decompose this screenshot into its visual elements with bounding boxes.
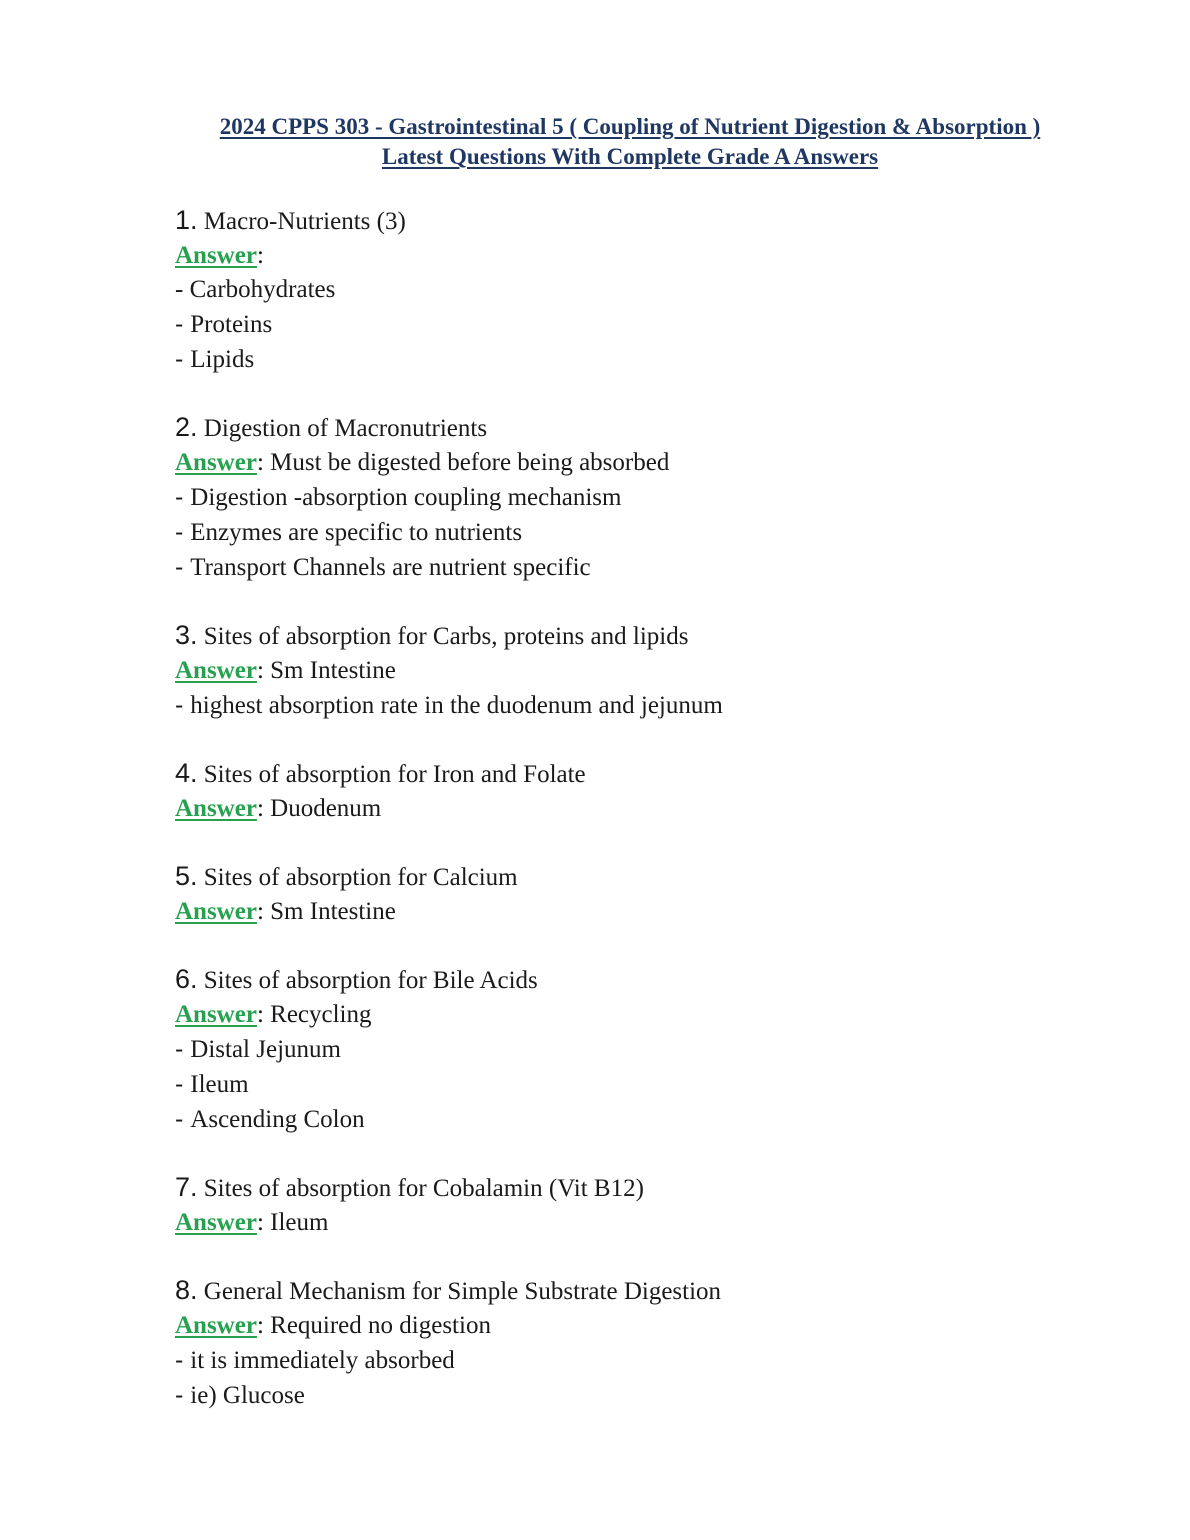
answer-colon: :: [256, 898, 271, 925]
answer-colon: :: [256, 795, 271, 822]
question-line: [175, 1273, 1135, 1309]
answer-colon: :: [256, 1209, 271, 1236]
answer-label: Answer: [175, 898, 257, 925]
document-title: [120, 112, 1140, 172]
answer-bullet: [175, 1343, 1135, 1378]
answer-colon: :: [256, 1001, 271, 1028]
question-item: [175, 1170, 1135, 1240]
question-number: 5.: [175, 861, 198, 891]
answer-text: Recycling: [270, 1001, 372, 1028]
question-number: 8.: [175, 1275, 198, 1305]
question-number: 4.: [175, 758, 198, 788]
answer-label: Answer: [175, 795, 257, 822]
answer-text: Duodenum: [270, 795, 382, 822]
question-item: [175, 1273, 1135, 1413]
answer-bullet: [175, 273, 1135, 307]
answer-text: Sm Intestine: [270, 898, 396, 925]
question-number: 3.: [175, 620, 198, 650]
question-text: Sites of absorption for Bile Acids: [203, 967, 538, 994]
title-line-2: Latest Questions With Complete Grade A Answers: [381, 144, 879, 169]
answer-label: Answer: [175, 657, 257, 684]
question-item: [175, 859, 1135, 929]
bullet-dash: -: [175, 553, 191, 581]
bullet-text: Proteins: [190, 311, 273, 338]
bullet-dash: -: [175, 1381, 191, 1409]
question-text: Sites of absorption for Cobalamin (Vit B12): [203, 1175, 644, 1202]
answer-text: Must be digested before being absorbed: [270, 449, 670, 476]
question-number: 1.: [175, 205, 198, 235]
bullet-text: Transport Channels are nutrient specific: [190, 554, 591, 581]
answer-line: [175, 792, 1135, 826]
answer-bullet: [175, 1378, 1135, 1413]
answer-label: Answer: [175, 1209, 257, 1236]
question-item: [175, 203, 1135, 377]
answer-line: [175, 998, 1135, 1032]
answer-text: Required no digestion: [270, 1312, 491, 1339]
question-line: [175, 756, 1135, 792]
bullet-dash: -: [175, 1346, 191, 1374]
bullet-text: ie) Glucose: [190, 1382, 305, 1409]
question-number: 7.: [175, 1172, 198, 1202]
answer-bullet: [175, 515, 1135, 550]
question-line: [175, 618, 1135, 654]
answer-line: [175, 239, 1135, 273]
bullet-dash: -: [175, 483, 191, 511]
bullet-text: Enzymes are specific to nutrients: [190, 519, 523, 546]
bullet-dash: -: [175, 1035, 191, 1063]
answer-line: [175, 1206, 1135, 1240]
answer-text: Sm Intestine: [270, 657, 396, 684]
bullet-dash: -: [175, 518, 191, 546]
bullet-dash: -: [175, 276, 190, 303]
bullet-text: Carbohydrates: [189, 276, 336, 303]
answer-colon: :: [256, 1312, 271, 1339]
question-line: [175, 859, 1135, 895]
question-item: [175, 756, 1135, 826]
answer-bullet: [175, 480, 1135, 515]
bullet-text: it is immediately absorbed: [190, 1347, 455, 1374]
answer-label: Answer: [175, 449, 257, 476]
answer-line: [175, 1309, 1135, 1343]
answer-bullet: [175, 550, 1135, 585]
answer-text: Ileum: [270, 1209, 329, 1236]
answer-bullet: [175, 1102, 1135, 1137]
answer-colon: :: [256, 657, 271, 684]
bullet-text: highest absorption rate in the duodenum and jejunum: [190, 692, 723, 719]
question-item: [175, 618, 1135, 723]
question-line: [175, 203, 1135, 239]
title-line-1: 2024 CPPS 303 - Gastrointestinal 5 ( Coupling of Nutrient Digestion & Absorption ): [219, 114, 1041, 139]
question-number: 2.: [175, 412, 198, 442]
question-text: Sites of absorption for Carbs, proteins and lipids: [203, 623, 689, 650]
question-text: General Mechanism for Simple Substrate Digestion: [203, 1278, 722, 1305]
question-item: [175, 410, 1135, 585]
bullet-dash: -: [175, 691, 191, 719]
answer-label: Answer: [175, 1312, 257, 1339]
bullet-text: Lipids: [190, 346, 255, 373]
question-text: Sites of absorption for Calcium: [203, 864, 518, 891]
answer-bullet: [175, 1032, 1135, 1067]
answer-colon: :: [256, 449, 271, 476]
question-line: [175, 962, 1135, 998]
answer-bullet: [175, 688, 1135, 723]
answer-bullet: [175, 307, 1135, 342]
question-line: [175, 410, 1135, 446]
bullet-text: Ascending Colon: [190, 1106, 365, 1133]
bullet-dash: -: [175, 1070, 191, 1098]
answer-line: [175, 654, 1135, 688]
answer-line: [175, 446, 1135, 480]
question-number: 6.: [175, 964, 198, 994]
bullet-dash: -: [175, 310, 191, 338]
answer-label: Answer: [175, 1001, 257, 1028]
bullet-dash: -: [175, 345, 191, 373]
question-line: [175, 1170, 1135, 1206]
question-list: [175, 203, 1135, 1446]
bullet-text: Digestion -absorption coupling mechanism: [190, 484, 622, 511]
question-text: Sites of absorption for Iron and Folate: [203, 761, 586, 788]
answer-bullet: [175, 1067, 1135, 1102]
answer-label: Answer: [175, 242, 257, 269]
bullet-dash: -: [175, 1105, 191, 1133]
bullet-text: Ileum: [190, 1071, 249, 1098]
question-text: Digestion of Macronutrients: [203, 415, 488, 442]
bullet-text: Distal Jejunum: [190, 1036, 341, 1063]
question-text: Macro-Nutrients (3): [203, 208, 406, 235]
answer-line: [175, 895, 1135, 929]
question-item: [175, 962, 1135, 1137]
answer-bullet: [175, 342, 1135, 377]
answer-colon: :: [256, 242, 264, 269]
